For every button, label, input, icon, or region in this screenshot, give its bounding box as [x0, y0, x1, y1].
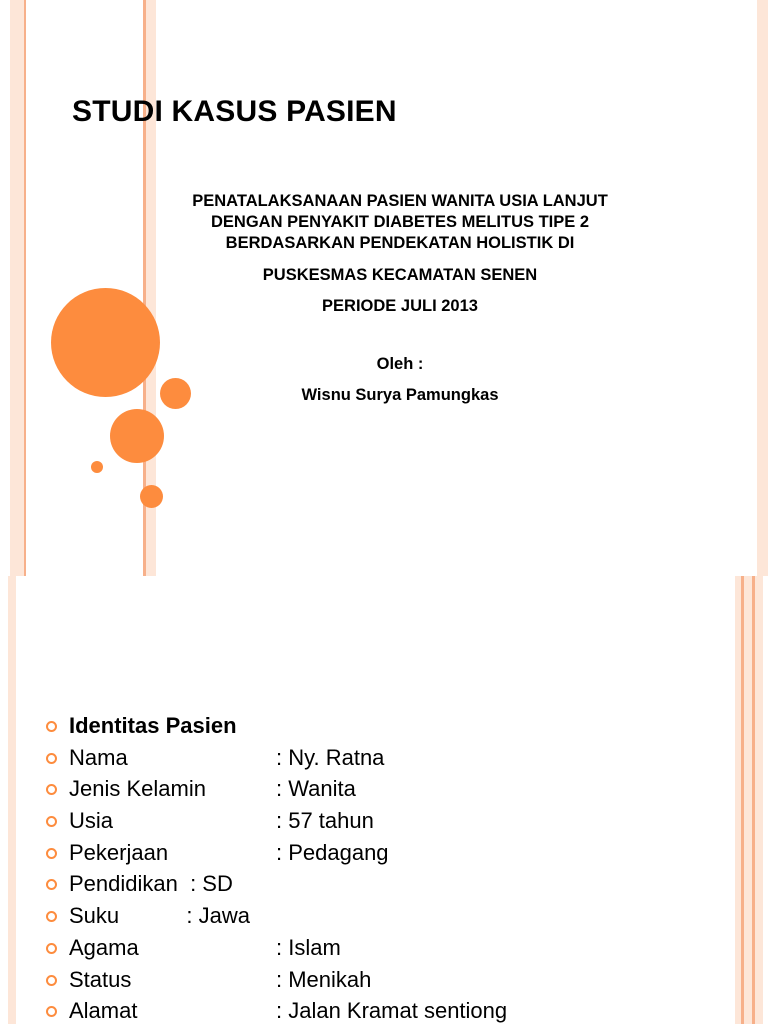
far-right-stripe	[757, 0, 768, 576]
left-stripe-light	[10, 0, 24, 576]
field-label: Alamat	[69, 998, 138, 1024]
field-value: : Menikah	[276, 966, 372, 992]
field-value: : Jalan Kramat sentiong	[276, 998, 508, 1024]
bullet-icon	[46, 753, 57, 764]
small-orange-circle-2	[140, 485, 163, 508]
field-value: : Islam	[276, 934, 341, 960]
bullet-icon	[46, 848, 57, 859]
right-stripe-light-3	[755, 576, 763, 1024]
identity-heading: Identitas Pasien	[69, 713, 237, 738]
tiny-orange-circle	[91, 461, 103, 473]
field-label: Nama	[69, 744, 128, 770]
field-inline: Suku : Jawa	[69, 903, 250, 929]
period-text: PERIODE JULI 2013	[322, 297, 478, 315]
author-name: Wisnu Surya Pamungkas	[301, 386, 499, 404]
right-stripe-light-2	[744, 576, 752, 1024]
field-value: : Pedagang	[276, 839, 389, 865]
field-label: Pekerjaan	[69, 839, 169, 865]
bullet-icon	[46, 721, 57, 732]
medium-orange-circle	[110, 409, 164, 463]
by-label: Oleh :	[376, 355, 424, 373]
field-value: : Wanita	[276, 776, 356, 802]
large-orange-circle	[51, 288, 160, 397]
subtitle-line: DENGAN PENYAKIT DIABETES MELITUS TIPE 2	[210, 213, 590, 231]
location-text: PUSKESMAS KECAMATAN SENEN	[262, 266, 538, 284]
left-stripe-thin	[24, 0, 26, 576]
field-label: Jenis Kelamin	[69, 776, 206, 802]
field-value: : 57 tahun	[276, 808, 374, 834]
bullet-icon	[46, 943, 57, 954]
bullet-icon	[46, 975, 57, 986]
left-stripe-light	[8, 576, 16, 1024]
field-label: Agama	[69, 934, 139, 960]
field-inline: Pendidikan : SD	[69, 871, 233, 897]
slide-title: STUDI KASUS PASIEN	[72, 95, 397, 128]
field-label: Status	[69, 966, 132, 992]
subtitle-line: BERDASARKAN PENDEKATAN HOLISTIK DI	[225, 234, 575, 252]
field-label: Usia	[69, 808, 114, 834]
subtitle-block	[150, 191, 650, 254]
field-value: : Ny. Ratna	[276, 744, 385, 770]
subtitle-line: PENATALAKSANAAN PASIEN WANITA USIA LANJUT	[192, 192, 608, 210]
bullet-icon	[46, 816, 57, 827]
